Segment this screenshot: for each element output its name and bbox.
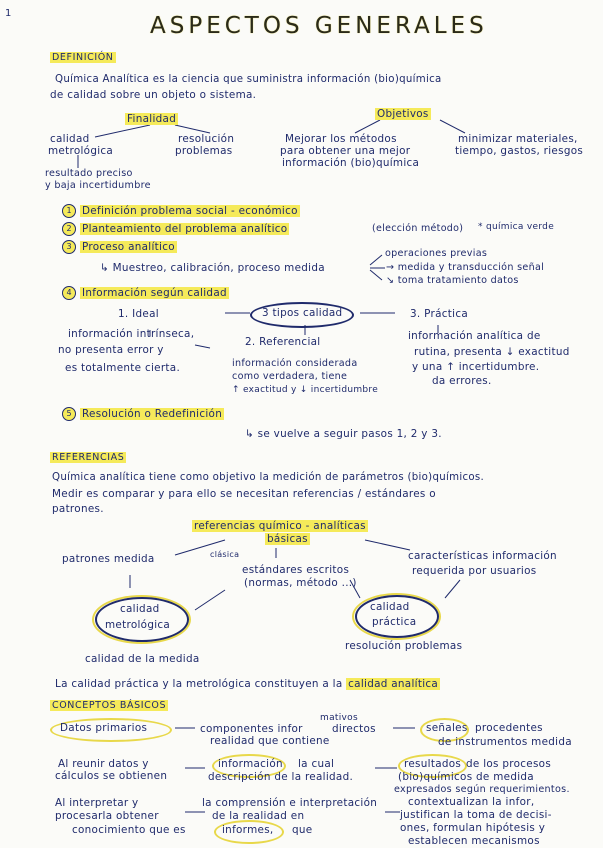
minimizar-2: tiempo, gastos, riesgos [455, 145, 584, 157]
estandares-1: estándares escritos [242, 564, 350, 576]
contexto-4: establecen mecanismos [408, 835, 540, 847]
ideal-desc-2: no presenta error y [58, 344, 164, 356]
datos-desc-3: realidad que contiene [210, 735, 330, 747]
step-number-3: 3 [62, 240, 76, 254]
interpretar-1: Al interpretar y [55, 797, 139, 809]
interpretar-3: conocimiento que es [72, 824, 186, 836]
senales-2: procedentes [475, 722, 543, 734]
contexto-3: ones, formulan hipótesis y [400, 822, 546, 834]
step-3-medida: → medida y transducción señal [386, 262, 545, 273]
comprension-2: de la realidad en [212, 810, 305, 822]
contexto-2: justifican la toma de decisi- [400, 809, 552, 821]
datos-desc-2: directos [332, 723, 376, 735]
al-reunir-1: Al reunir datos y [58, 758, 149, 770]
section-heading-referencias: REFERENCIAS [52, 452, 125, 463]
definicion-text-2: de calidad sobre un objeto o sistema. [50, 89, 257, 101]
mejorar-2: para obtener una mejor [280, 145, 411, 157]
patrones-medida: patrones medida [62, 553, 155, 565]
informacion-2: la cual [298, 758, 335, 770]
datos-desc-mas: mativos [320, 713, 358, 723]
resolucion-1: resolución [178, 133, 235, 145]
calidad-metrologica-1: calidad [50, 133, 90, 145]
ref-desc-1: información considerada [232, 358, 358, 369]
comprension-1: la comprensión e interpretación [202, 797, 378, 809]
calidad-de-la-medida: calidad de la medida [85, 653, 200, 665]
step-number-4: 4 [62, 286, 76, 300]
cal-prac-1: calidad [370, 601, 410, 613]
prac-desc-4: da errores. [432, 375, 492, 387]
step-5: Resolución o Redefinición [82, 408, 223, 420]
calidad-ideal: 1. Ideal [118, 308, 159, 320]
al-reunir-2: cálculos se obtienen [55, 770, 168, 782]
step-2-note: (elección método) [372, 223, 464, 234]
comprension-4: que [292, 824, 313, 836]
datos-primarios: Datos primarios [60, 722, 148, 734]
senales-3: de instrumentos medida [438, 736, 572, 748]
clasica-label: clásica [210, 550, 240, 559]
calidad-metrologica-2: metrológica [48, 145, 114, 157]
resultados-2: de los procesos [466, 758, 552, 770]
mejorar-1: Mejorar los métodos [285, 133, 397, 145]
mejorar-3: información (bio)química [282, 157, 420, 169]
referencias-text-1: Química analítica tiene como objetivo la medición de parámetros (bio)químicos. [52, 472, 485, 483]
referencias-center-2: básicas [267, 533, 308, 545]
resultados-4: expresados según requerimientos. [394, 784, 570, 795]
resultados-1: resultados [404, 758, 462, 770]
cal-prac-2: práctica [372, 616, 417, 628]
step-number-1: 1 [62, 204, 76, 218]
tipos-calidad: 3 tipos calidad [262, 307, 343, 319]
cal-met-2: metrológica [105, 619, 171, 631]
caracteristicas-2: requerida por usuarios [412, 565, 537, 577]
referencias-text-2: Medir es comparar y para ello se necesitan referencias / estándares o [52, 488, 436, 500]
resultado-2: y baja incertidumbre [45, 180, 151, 191]
page-number: 1 [5, 8, 12, 19]
prac-desc-2: rutina, presenta ↓ exactitud [414, 346, 570, 358]
step-3-toma: ↘ toma tratamiento datos [386, 275, 519, 286]
conclusion: La calidad práctica y la metrológica constituyen a la calidad analítica [55, 678, 439, 690]
page-title: ASPECTOS GENERALES [150, 13, 488, 39]
ref-desc-3: ↑ exactitud y ↓ incertidumbre [232, 385, 379, 395]
step-2: Planteamiento del problema analítico [82, 223, 288, 235]
step-1: Definición problema social - económico [82, 205, 298, 217]
section-heading-definicion: DEFINICIÓN [52, 52, 114, 63]
resultado-1: resultado preciso [45, 168, 133, 179]
calidad-referencial: 2. Referencial [245, 336, 321, 348]
interpretar-2: procesarla obtener [55, 810, 159, 822]
resolucion-problemas: resolución problemas [345, 640, 463, 652]
prac-desc-1: información analítica de [408, 330, 541, 342]
cal-met-1: calidad [120, 603, 160, 615]
senales-1: señales [426, 722, 468, 734]
step-2-star: * química verde [478, 222, 555, 232]
section-heading-conceptos: CONCEPTOS BÁSICOS [52, 700, 167, 711]
ideal-desc-1: información intrínseca, [68, 328, 195, 340]
resolucion-2: problemas [175, 145, 233, 157]
step-4: Información según calidad [82, 287, 227, 299]
comprension-3: informes, [222, 824, 274, 836]
finalidad-label: Finalidad [127, 113, 177, 125]
informacion-1: información [218, 758, 283, 770]
step-number-2: 2 [62, 222, 76, 236]
ideal-desc-3: es totalmente cierta. [65, 362, 181, 374]
referencias-text-3: patrones. [52, 503, 104, 515]
step-5-sub: ↳ se vuelve a seguir pasos 1, 2 y 3. [245, 428, 442, 440]
contexto-1: contextualizan la infor, [408, 796, 535, 808]
calidad-practica: 3. Práctica [410, 308, 468, 320]
step-3-operaciones: operaciones previas [385, 248, 488, 259]
ref-desc-2: como verdadera, tiene [232, 371, 348, 382]
prac-desc-3: y una ↑ incertidumbre. [412, 361, 540, 373]
step-3: Proceso analítico [82, 241, 175, 253]
definicion-text-1: Química Analítica es la ciencia que suministra información (bio)química [55, 74, 442, 85]
referencias-center-1: referencias químico - analíticas [194, 520, 366, 532]
step-3-sub: ↳ Muestreo, calibración, proceso medida [100, 262, 325, 274]
resultados-3: (bio)químicos de medida [398, 771, 534, 783]
objetivos-label: Objetivos [377, 108, 429, 120]
estandares-2: (normas, método ...) [244, 577, 357, 589]
minimizar-1: minimizar materiales, [458, 133, 578, 145]
caracteristicas-1: características información [408, 550, 557, 562]
step-number-5: 5 [62, 407, 76, 421]
informacion-3: descripción de la realidad. [208, 771, 354, 783]
datos-desc-1: componentes infor [200, 723, 303, 735]
